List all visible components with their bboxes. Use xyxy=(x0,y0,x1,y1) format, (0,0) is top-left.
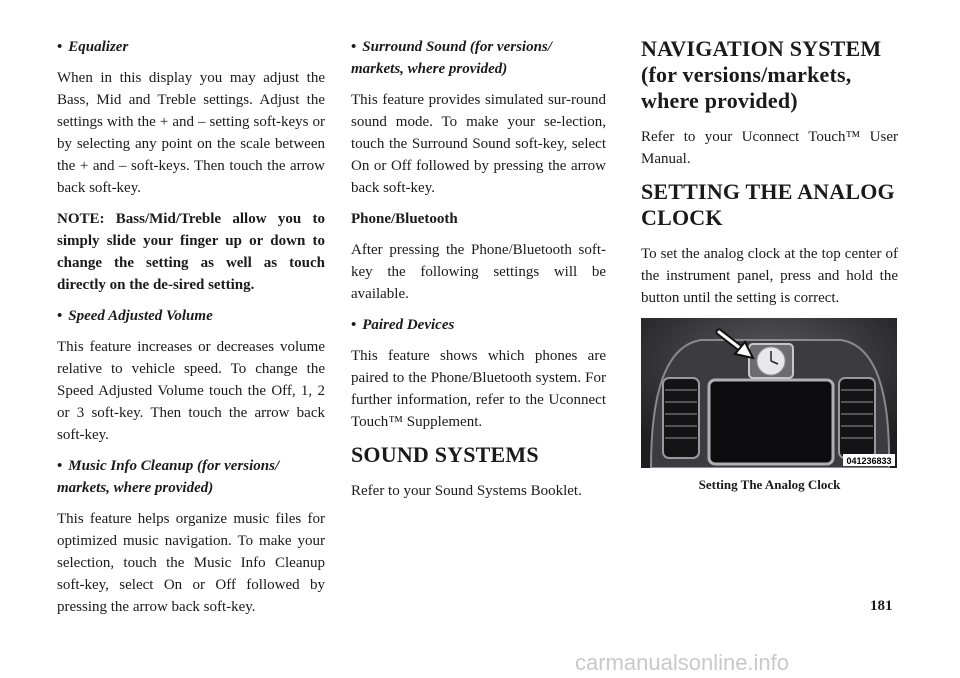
paragraph: To set the analog clock at the top center of the instrument panel, press and hold the button until the setting is correct. xyxy=(641,246,898,306)
bullet-surround-sound: • Surround Sound (for versions/ markets, where provided) xyxy=(351,39,552,77)
paragraph: After pressing the Phone/Bluetooth soft-key the following settings will be available. xyxy=(351,242,606,302)
bullet-dot-icon: • xyxy=(57,308,63,324)
paragraph: When in this display you may adjust the Bass, Mid and Treble settings. Adjust the settings with the + and – setting soft-keys or by selecting any point on the scale between the + and – soft-keys. Then touch the arrow back soft-key. xyxy=(57,70,325,196)
bullet-music-info-cleanup: • Music Info Cleanup (for versions/ markets, where provided) xyxy=(57,458,280,496)
column-right xyxy=(641,36,898,496)
bullet-speed-adjusted-volume: • Speed Adjusted Volume xyxy=(57,308,213,324)
heading-navigation-system: NAVIGATION SYSTEM (for versions/markets, where provided) xyxy=(641,36,882,113)
bullet-dot-icon: • xyxy=(351,317,357,333)
column-left xyxy=(57,36,325,627)
heading-sound-systems: SOUND SYSTEMS xyxy=(351,442,539,467)
bullet-paired-devices: • Paired Devices xyxy=(351,317,455,333)
page-number: 181 xyxy=(870,598,893,614)
photo-code: 041236833 xyxy=(846,456,892,466)
bullet-equalizer: • Equalizer xyxy=(57,39,129,55)
paragraph: Refer to your Sound Systems Booklet. xyxy=(351,483,582,499)
column-middle xyxy=(351,36,606,511)
photo-caption: Setting The Analog Clock xyxy=(698,477,841,492)
analog-clock-photo xyxy=(641,318,897,468)
heading-setting-analog-clock: SETTING THE ANALOG CLOCK xyxy=(641,179,895,230)
dashboard-illustration xyxy=(641,318,897,468)
paragraph: This feature helps organize music files for optimized music navigation. To make your selection, touch the Music Info Cleanup soft-key, select On or Off followed by pressing the arrow back soft-key. xyxy=(57,511,325,615)
bullet-dot-icon: • xyxy=(351,39,357,55)
paragraph: This feature provides simulated sur-round sound mode. To make your se-lection, touch the Surround Sound soft-key, select On or Off followed by pressing the arrow back soft-key. xyxy=(351,92,606,196)
paragraph: This feature increases or decreases volume relative to vehicle speed. To change the Speed Adjusted Volume touch the Off, 1, 2 or 3 soft-key. Then touch the arrow back soft-key. xyxy=(57,339,325,443)
note-paragraph: NOTE: Bass/Mid/Treble allow you to simply slide your finger up or down to change the setting as well as touch directly on the de-sired setting. xyxy=(57,211,325,293)
subheading-phone-bluetooth: Phone/Bluetooth xyxy=(351,211,458,227)
watermark: carmanualsonline.info xyxy=(575,650,790,675)
bullet-dot-icon: • xyxy=(57,458,63,474)
paragraph: Refer to your Uconnect Touch™ User Manual. xyxy=(641,129,898,167)
bullet-dot-icon: • xyxy=(57,39,63,55)
paragraph: This feature shows which phones are paired to the Phone/Bluetooth system. For further information, refer to the Uconnect Touch™ Supplement. xyxy=(351,348,606,430)
